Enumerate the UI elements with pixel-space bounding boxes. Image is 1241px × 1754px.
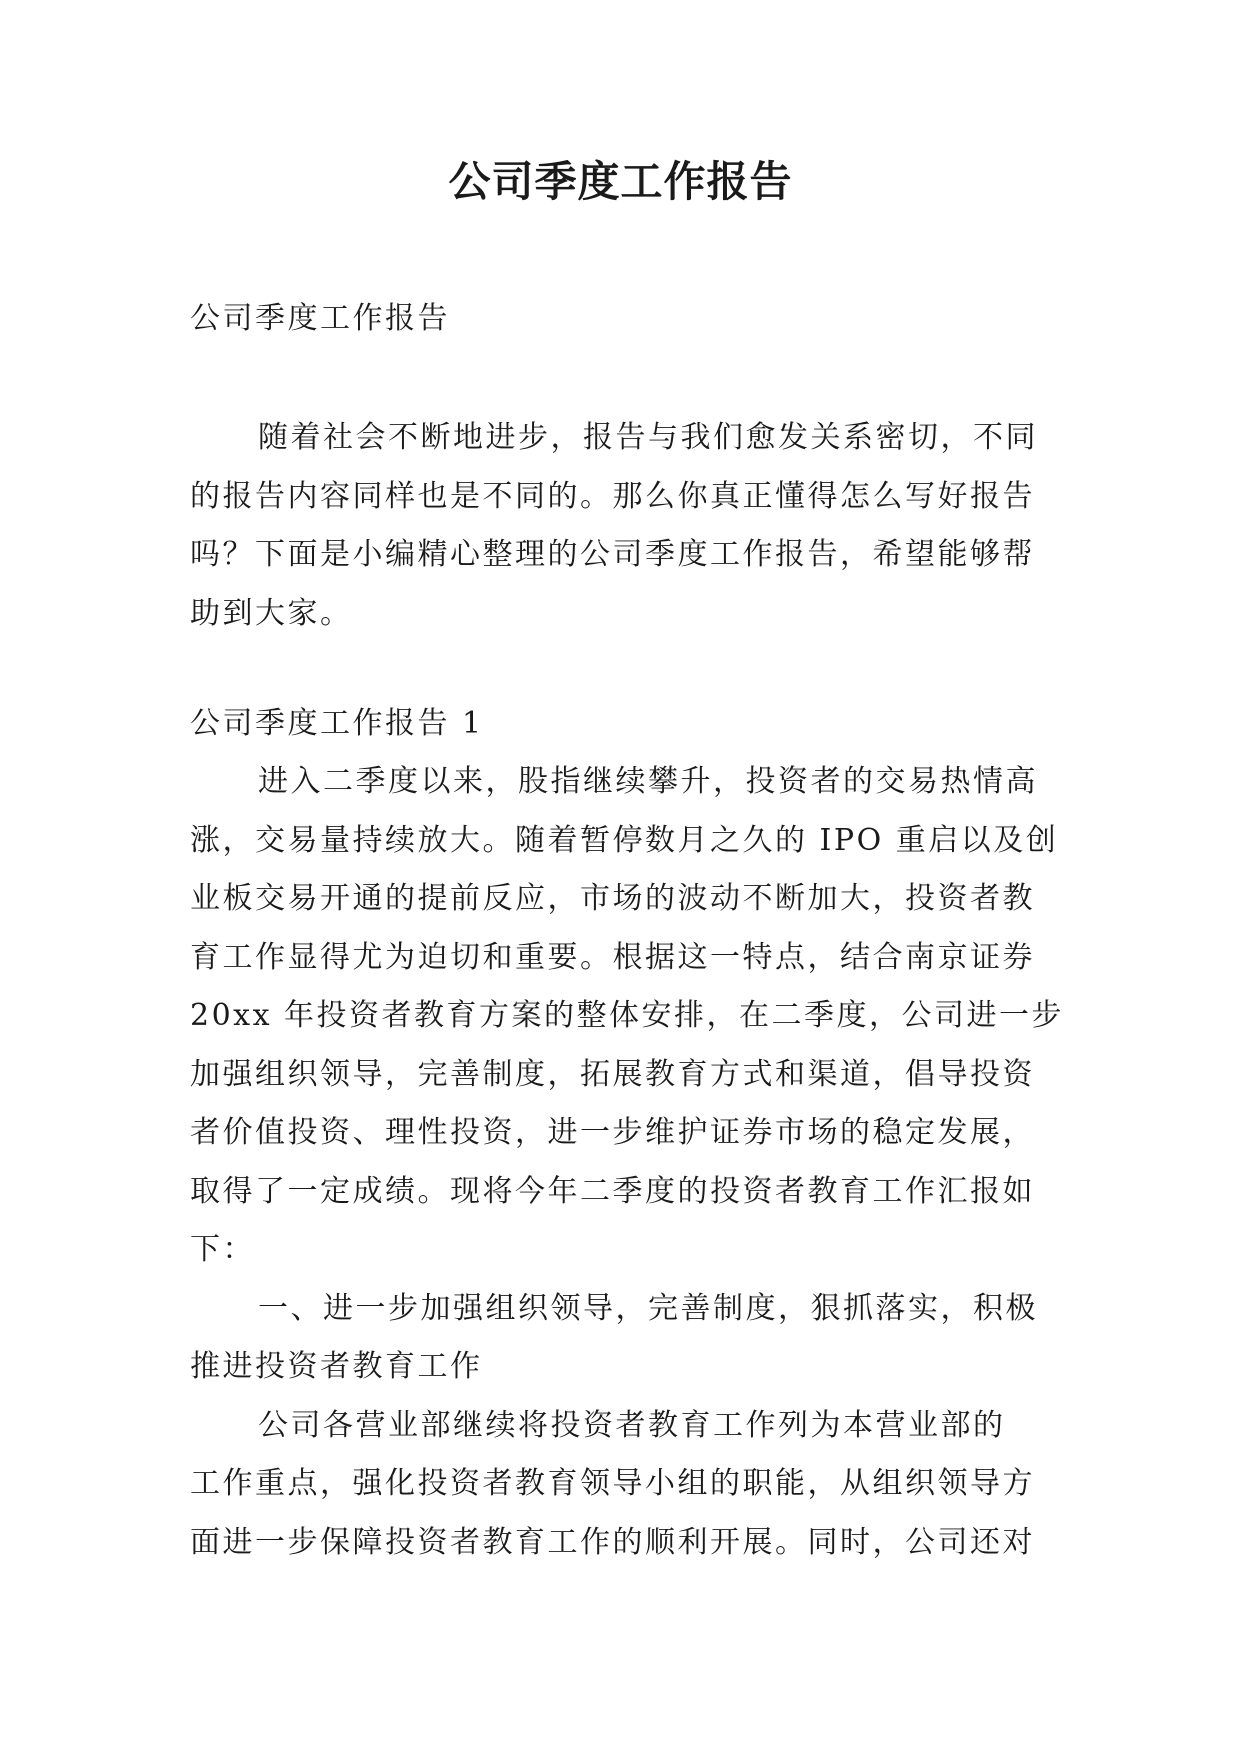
paragraph-1 (190, 753, 1065, 1280)
item-line: 推进投资者教育工作 (190, 1349, 483, 1384)
section-heading (190, 695, 1060, 754)
item-line: 一、进一步加强组织领导，完善制度，狠抓落实，积极 (258, 1290, 1038, 1326)
intro-line: 助到大家。 (190, 595, 353, 631)
paragraph-line: 公司各营业部继续将投资者教育工作列为本营业部的 (258, 1407, 1006, 1443)
item-1-heading (190, 1280, 1060, 1397)
paragraph-line: 面进一步保障投资者教育工作的顺利开展。同时，公司还对 (190, 1524, 1035, 1560)
paragraph-line: 进入二季度以来，股指继续攀升，投资者的交易热情高 (258, 764, 1038, 799)
document-subtitle (190, 290, 1060, 349)
paragraph-line: 取得了一定成绩。现将今年二季度的投资者教育工作汇报如 (190, 1173, 1035, 1209)
intro-line: 的报告内容同样也是不同的。那么你真正懂得怎么写好报告 (190, 478, 1035, 514)
paragraph-line: 工作重点，强化投资者教育领导小组的职能，从组织领导方 (190, 1466, 1035, 1501)
intro-paragraph (190, 409, 1060, 643)
paragraph-line: 者价值投资、理性投资，进一步维护证券市场的稳定发展， (190, 1115, 1035, 1150)
paragraph-line: 加强组织领导，完善制度，拓展教育方式和渠道，倡导投资 (190, 1056, 1035, 1092)
subtitle-text: 公司季度工作报告 (190, 301, 450, 336)
paragraph-line: 涨，交易量持续放大。随着暂停数月之久的 IPO 重启以及创 (190, 822, 1059, 858)
paragraph-line: 育工作显得尤为迫切和重要。根据这一特点，结合南京证券 (190, 939, 1035, 975)
intro-line: 随着社会不断地进步，报告与我们愈发关系密切，不同 (258, 420, 1038, 455)
report-1-body (190, 753, 1065, 1572)
document-title: 公司季度工作报告 (448, 157, 793, 206)
paragraph-line: 20xx 年投资者教育方案的整体安排，在二季度，公司进一步 (190, 998, 1065, 1033)
paragraph-line: 业板交易开通的提前反应，市场的波动不断加大，投资者教 (190, 881, 1035, 916)
section-heading-text: 公司季度工作报告 1 (190, 706, 484, 741)
paragraph-2 (190, 1397, 1060, 1573)
paragraph-line: 下： (190, 1232, 255, 1267)
intro-line: 吗？下面是小编精心整理的公司季度工作报告，希望能够帮 (190, 537, 1035, 572)
